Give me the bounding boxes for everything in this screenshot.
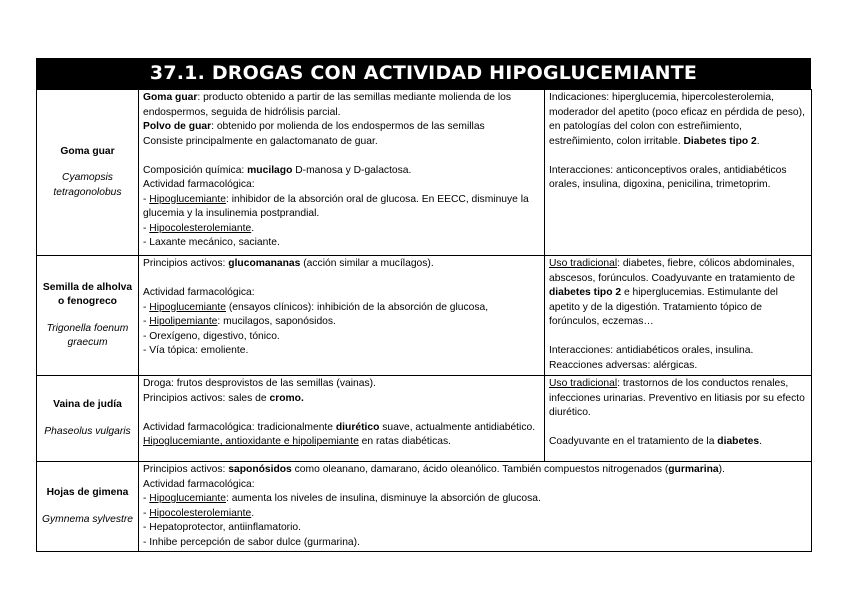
list-item: - Hepatoprotector, antiinflamatorio. — [143, 522, 301, 533]
text: Principios activos: — [143, 464, 229, 475]
text: Indicaciones: hiperglucemia, hipercolesterolemia, moderador del apetito (poco eficaz en pérdida de peso), en patologías del colon con estreñimiento, estreñimiento, colon irritable. — [549, 92, 805, 147]
list-item: - Hipoglucemiante: inhibidor de la absorción oral de glucosa. En EECC, disminuye la glucemia y la insulinemia postprandial. — [143, 193, 529, 219]
scientific-name: Cyamopsis tetragonolobus — [53, 172, 122, 198]
text: Orexígeno, digestivo, tónico. — [149, 330, 280, 342]
term: Hipoglucemiante — [149, 193, 226, 205]
text: Composición química: — [143, 164, 248, 176]
table-row — [37, 256, 812, 376]
term: Hipoglucemiante, antioxidante e hipolipemiante — [143, 436, 359, 447]
term: mucilago — [247, 164, 293, 176]
text: D-manosa y D-galactosa. — [292, 164, 412, 176]
description-cell — [139, 256, 545, 376]
term: diurético — [335, 421, 380, 433]
text: Actividad farmacológica: — [143, 287, 255, 298]
text: e hiperglucemias. Estimulante del apetito y de la digestión. Tratamiento tópico de forúnculos, eczemas… — [549, 287, 778, 327]
list-item: - Hipolipemiante: mucilagos, saponósidos. — [143, 316, 336, 327]
term: Hipoglucemiante — [149, 493, 226, 504]
text: . — [251, 222, 255, 234]
common-name: Hojas de gimena — [46, 487, 129, 498]
notes-cell — [545, 256, 812, 376]
plant-name-cell — [37, 462, 139, 552]
text: Interacciones: anticonceptivos orales, antidiabéticos orales, insulina, digoxina, penicilina, trimetoprim. — [549, 164, 787, 190]
term: Goma guar — [143, 92, 198, 103]
text: Hepatoprotector, antiinflamatorio. — [149, 522, 301, 533]
text: Principios activos: — [143, 258, 229, 269]
text: (acción similar a mucílagos). — [300, 258, 434, 269]
plant-name-cell — [37, 90, 139, 256]
plant-name-cell — [37, 376, 139, 462]
list-item: - Hipoglucemiante (ensayos clínicos): inhibición de la absorción de glucosa, — [143, 301, 489, 313]
text: Inhibe percepción de sabor dulce (gurmarina). — [149, 536, 360, 548]
text: Consiste principalmente en galactomanato de guar. — [143, 135, 378, 147]
term: Hipolipemiante — [149, 316, 218, 327]
list-item: - Hipocolesterolemiante. — [143, 222, 255, 234]
text: Droga: frutos desprovistos de las semillas (vainas). — [143, 378, 376, 389]
common-name: Goma guar — [60, 145, 115, 157]
common-name: Vaina de judía — [53, 399, 122, 410]
term: Hipoglucemiante — [149, 301, 226, 313]
term: Hipocolesterolemiante — [149, 507, 252, 519]
text: como oleanano, damarano, ácido oleanólico. También compuestos nitrogenados ( — [291, 464, 669, 475]
term: Polvo de guar — [143, 121, 212, 132]
term: Diabetes tipo 2 — [683, 135, 757, 147]
term: glucomananas — [228, 258, 301, 269]
text: : trastornos de los conductos renales, infecciones urinarias. Preventivo en litiasis por su efecto diurético. — [549, 378, 805, 418]
term: saponósidos — [228, 464, 292, 475]
text: Actividad farmacológica: tradicionalmente — [143, 421, 336, 433]
text: en ratas diabéticas. — [358, 436, 451, 447]
text: : aumenta los niveles de insulina, disminuye la absorción de glucosa. — [226, 493, 541, 504]
table-row — [37, 90, 812, 256]
notes-cell — [545, 376, 812, 462]
drug-table — [36, 89, 812, 552]
list-item: - Hipocolesterolemiante. — [143, 507, 255, 519]
description-cell — [139, 462, 812, 552]
scientific-name: Trigonella foenum graecum — [46, 322, 129, 348]
text: : producto obtenido a partir de las semillas mediante molienda de los endospermos, seguida de hidrólisis parcial. — [143, 92, 512, 118]
list-item: - Orexígeno, digestivo, tónico. — [143, 330, 280, 342]
list-item: - Inhibe percepción de sabor dulce (gurmarina). — [143, 536, 360, 548]
text: suave, actualmente antidiabético. — [379, 421, 536, 433]
term: Hipocolesterolemiante — [149, 222, 252, 234]
text: Laxante mecánico, saciante. — [149, 237, 280, 248]
list-item: - Hipoglucemiante: aumenta los niveles de insulina, disminuye la absorción de glucosa. — [143, 493, 541, 504]
term: diabetes — [717, 436, 760, 447]
term: Uso tradicional — [549, 258, 618, 269]
list-item: - Laxante mecánico, saciante. — [143, 237, 280, 248]
text: : inhibidor de la absorción oral de glucosa. En EECC, disminuye la glucemia y la insulinemia postprandial. — [143, 193, 529, 219]
scientific-name: Phaseolus vulgaris — [44, 425, 131, 437]
text: : obtenido por molienda de los endospermos de las semillas — [211, 121, 485, 132]
text: : diabetes, fiebre, cólicos abdominales, abscesos, forúnculos. Coadyuvante en tratamiento de — [549, 258, 796, 284]
text: . — [756, 135, 760, 147]
text: : mucilagos, saponósidos. — [217, 316, 336, 327]
term: Uso tradicional — [549, 378, 618, 389]
page-title: 37.1. DROGAS CON ACTIVIDAD HIPOGLUCEMIANTE — [36, 58, 811, 89]
table-row — [37, 376, 812, 462]
text: Actividad farmacológica: — [143, 478, 255, 490]
scientific-name: Gymnema sylvestre — [42, 513, 133, 525]
plant-name-cell — [37, 256, 139, 376]
list-item: - Vía tópica: emoliente. — [143, 345, 249, 356]
text: . — [759, 436, 762, 447]
description-cell — [139, 90, 545, 256]
text: Principios activos: sales de — [143, 392, 270, 404]
term: diabetes tipo 2 — [549, 287, 622, 298]
text: Actividad farmacológica: — [143, 179, 255, 190]
text: ). — [718, 464, 725, 475]
notes-cell — [545, 90, 812, 256]
document-page — [36, 58, 811, 552]
term: gurmarina — [668, 464, 719, 475]
text: Coadyuvante en el tratamiento de la — [549, 436, 718, 447]
text: Reacciones adversas: alérgicas. — [549, 359, 698, 371]
common-name: Semilla de alholva o fenogreco — [42, 281, 133, 307]
table-row — [37, 462, 812, 552]
term: cromo. — [269, 392, 304, 404]
text: . — [251, 507, 255, 519]
text: Vía tópica: emoliente. — [149, 345, 249, 356]
text: Interacciones: antidiabéticos orales, insulina. — [549, 345, 754, 356]
text: (ensayos clínicos): inhibición de la absorción de glucosa, — [226, 301, 489, 313]
description-cell — [139, 376, 545, 462]
